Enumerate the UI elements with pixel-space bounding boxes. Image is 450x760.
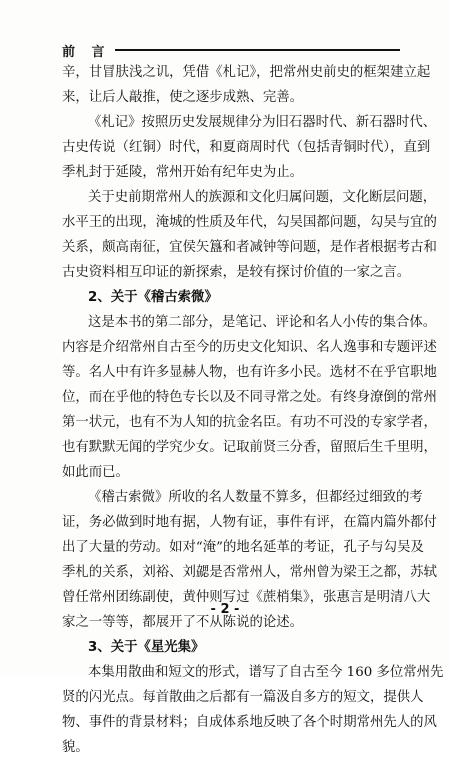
text-line: 位，而在乎他的特色专长以及不同寻常之处。有终身潦倒的常州: [62, 390, 437, 405]
text-line: 内容是介绍常州自古至今的历史文化知识、名人逸事和专题评述: [62, 340, 437, 355]
text-line: 关系，颇高南征，宜侯矢簋和者减钟等问题，是作者根据考古和: [62, 240, 437, 255]
running-head-label: 前 言: [62, 44, 111, 60]
text-line: 如此而已。: [62, 465, 129, 480]
text-line: 出了大量的劳动。如对“淹”的地名延革的考证，孔子与勾吴及: [62, 540, 424, 555]
text-line: 贤的闪光点。每首散曲之后都有一篇汲自多方的短文，提供人: [62, 690, 424, 705]
text-line: 《札记》按照历史发展规律分为旧石器时代、新石器时代、: [88, 115, 437, 130]
text-line: 这是本书的第二部分，是笔记、评论和名人小传的集合体。: [88, 315, 437, 330]
section-heading: 2、关于《稽古索微》: [88, 290, 218, 305]
text-line: 古史资料相互印证的新探索，是较有探讨价值的一家之言。: [62, 265, 411, 280]
text-line: 本集用散曲和短文的形式，谱写了自古至今 160 多位常州先: [88, 665, 444, 680]
text-line: 第一状元，也有不为人知的抗金名臣。有功不可没的专家学者，: [62, 415, 437, 430]
text-line: 季札的关系，刘裕、刘勰是否常州人，常州曾为梁王之都，苏轼: [62, 565, 437, 580]
text-line: 貌。: [62, 740, 89, 755]
text-line: 辛，甘冒肤浅之讥，凭借《札记》，把常州史前史的框架建立起: [62, 65, 431, 80]
text-line: 水平王的出现，淹城的性质及年代，勾吴国都问题，勾吴与宜的: [62, 215, 437, 230]
text-line: 《稽古索微》所收的名人数量不算多，但都经过细致的考: [88, 490, 423, 505]
text-line: 物、事件的背景材料；自成体系地反映了各个时期常州先人的风: [62, 715, 437, 730]
text-line: 等。名人中有许多显赫人物，也有许多小民。选材不在乎官职地: [62, 365, 437, 380]
text-line: 季札封于延陵，常州开始有纪年史为止。: [62, 165, 304, 180]
text-line: 古史传说（红铜）时代，和夏商周时代（包括青铜时代），直到: [62, 140, 431, 155]
header-rule: [115, 49, 400, 51]
text-line: 曾任常州团练副使，黄仲则写过《蔗梢集》，张惠言是明清八大: [62, 590, 431, 605]
text-line: 家之一等等，都展开了不从陈说的论述。: [62, 615, 304, 630]
section-heading: 3、关于《星光集》: [88, 640, 205, 655]
page-number: - 2 -: [210, 602, 240, 617]
text-line: 证，务必做到时地有据，人物有证，事件有评，在篇内篇外都付: [62, 515, 437, 530]
running-head: [62, 40, 400, 60]
text-line: 也有默默无闻的学究少女。记取前贤三分香，留照后生千里明，: [62, 440, 437, 455]
text-line: 来，让后人敲推，使之逐步成熟、完善。: [62, 90, 304, 105]
text-line: 关于史前期常州人的族源和文化归属问题，文化断层问题，: [88, 190, 437, 205]
body-text: [62, 60, 444, 760]
